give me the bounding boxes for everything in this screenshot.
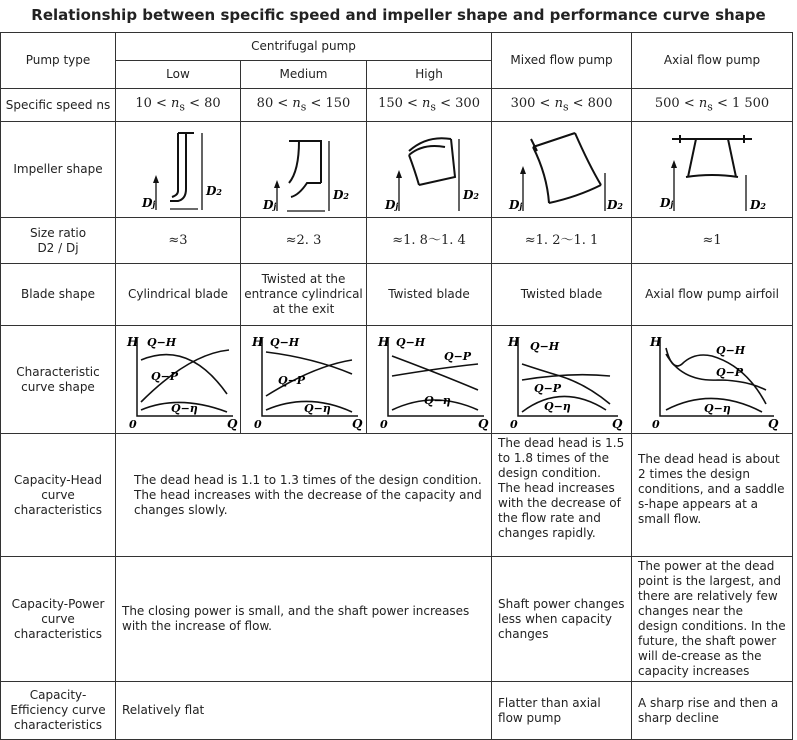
impeller-high-drawing bbox=[379, 125, 479, 215]
impeller-axial-drawing bbox=[652, 125, 772, 215]
curve-medium bbox=[241, 326, 367, 434]
impeller-axial bbox=[632, 122, 793, 218]
capacity-efficiency-axial: A sharp rise and then a sharp decline bbox=[632, 682, 793, 740]
curve-mixed bbox=[492, 326, 632, 434]
impeller-medium-drawing bbox=[259, 125, 349, 215]
qh-label: Q−H bbox=[529, 339, 559, 353]
row-label: Capacity-Efficiency curve characteristics bbox=[1, 682, 116, 740]
origin-label: 0 bbox=[652, 417, 660, 431]
curve-axial-plot bbox=[642, 330, 782, 430]
header-medium: Medium bbox=[241, 61, 367, 89]
ns-cell: $300 < n_s < 800$ bbox=[492, 89, 632, 122]
curve-axial bbox=[632, 326, 793, 434]
impeller-high bbox=[367, 122, 492, 218]
qe-label: Q−η bbox=[704, 401, 731, 415]
header-pump-type: Pump type bbox=[1, 33, 116, 89]
qe-label: Q−η bbox=[543, 399, 571, 413]
row-capacity-power bbox=[1, 557, 793, 682]
qh-label: Q−H bbox=[270, 335, 300, 349]
qp-label: Q−P bbox=[533, 381, 561, 395]
q-axis-label: Q bbox=[227, 416, 238, 431]
capacity-efficiency-mixed: Flatter than axial flow pump bbox=[492, 682, 632, 740]
ns-cell: $80 < n_s < 150$ bbox=[241, 89, 367, 122]
row-label: Impeller shape bbox=[1, 122, 116, 218]
qh-label: Q−H bbox=[716, 343, 746, 357]
ns-cell: $500 < n_s < 1$ 500 bbox=[632, 89, 793, 122]
q-axis-label: Q bbox=[352, 416, 363, 431]
dj-label: Dj bbox=[142, 195, 156, 210]
capacity-head-centrifugal: The dead head is 1.1 to 1.3 times of the design condition. The head increases with the decrease of the capacity and changes slowly. bbox=[116, 434, 492, 557]
capacity-power-axial: The power at the dead point is the largest, and there are relatively few changes near the design conditions. In the future, the shaft power will de-crease as the capacity increases bbox=[632, 557, 793, 682]
d2-label: D2 bbox=[332, 187, 349, 202]
ratio-cell: ≈1. 2～1. 1 bbox=[492, 218, 632, 264]
qp-label: Q−P bbox=[716, 365, 744, 379]
dj-label: Dj bbox=[385, 197, 399, 212]
h-axis-label: H bbox=[378, 334, 390, 349]
d2-label: D2 bbox=[606, 197, 623, 212]
row-capacity-head bbox=[1, 434, 793, 557]
row-specific-speed bbox=[1, 89, 793, 122]
ns-cell: $150 < n_s < 300$ bbox=[367, 89, 492, 122]
origin-label: 0 bbox=[254, 417, 262, 431]
h-axis-label: H bbox=[507, 334, 519, 349]
row-label: Capacity-Power curve characteristics bbox=[1, 557, 116, 682]
page-title: Relationship between specific speed and impeller shape and performance curve shape bbox=[31, 6, 766, 24]
impeller-medium bbox=[241, 122, 367, 218]
capacity-power-mixed: Shaft power changes less when capacity changes bbox=[492, 557, 632, 682]
header-centrifugal: Centrifugal pump bbox=[116, 33, 492, 61]
impeller-mixed bbox=[492, 122, 632, 218]
qe-label: Q−η bbox=[171, 401, 198, 415]
h-axis-label: H bbox=[650, 334, 662, 349]
capacity-head-axial: The dead head is about 2 times the design conditions, and a saddle s-hape appears at a small flow. bbox=[632, 434, 793, 557]
curve-high-plot bbox=[370, 330, 490, 430]
qp-label: Q−P bbox=[151, 369, 179, 383]
blade-cell: Twisted blade bbox=[492, 264, 632, 326]
header-high: High bbox=[367, 61, 492, 89]
header-low: Low bbox=[116, 61, 241, 89]
qe-label: Q−η bbox=[424, 393, 451, 407]
d2-label: D2 bbox=[463, 187, 479, 202]
h-axis-label: H bbox=[252, 334, 264, 349]
blade-cell: Axial flow pump airfoil bbox=[632, 264, 793, 326]
qh-label: Q−H bbox=[396, 335, 426, 349]
d2-label: D2 bbox=[750, 197, 767, 212]
ratio-cell: ≈3 bbox=[116, 218, 241, 264]
row-blade-shape bbox=[1, 264, 793, 326]
h-axis-label: H bbox=[127, 334, 139, 349]
qp-label: Q−P bbox=[444, 349, 472, 363]
impeller-low bbox=[116, 122, 241, 218]
origin-label: 0 bbox=[509, 417, 518, 431]
ratio-cell: ≈1. 8～1. 4 bbox=[367, 218, 492, 264]
ratio-cell: ≈2. 3 bbox=[241, 218, 367, 264]
dj-label: Dj bbox=[660, 195, 674, 210]
header-row-1 bbox=[1, 33, 793, 61]
curve-high bbox=[367, 326, 492, 434]
curve-low bbox=[116, 326, 241, 434]
impeller-low-drawing bbox=[138, 125, 222, 215]
qp-label: Q−P bbox=[278, 373, 306, 387]
curve-medium-plot bbox=[244, 330, 364, 430]
blade-cell: Twisted at the entrance cylindrical at the exit bbox=[241, 264, 367, 326]
row-label: Specific speed ns bbox=[1, 89, 116, 122]
q-axis-label: Q bbox=[611, 416, 622, 431]
curve-mixed-plot bbox=[500, 330, 624, 430]
qh-label: Q−H bbox=[147, 335, 177, 349]
impeller-mixed-drawing bbox=[507, 125, 623, 215]
capacity-power-centrifugal: The closing power is small, and the shaft power increases with the increase of flow. bbox=[116, 557, 492, 682]
dj-label: Dj bbox=[508, 197, 522, 212]
comparison-table bbox=[0, 32, 793, 740]
row-size-ratio bbox=[1, 218, 793, 264]
row-capacity-efficiency bbox=[1, 682, 793, 740]
row-label: Size ratio D2 / Dj bbox=[1, 218, 116, 264]
origin-label: 0 bbox=[380, 417, 388, 431]
ratio-cell: ≈1 bbox=[632, 218, 793, 264]
capacity-head-mixed: The dead head is 1.5 to 1.8 times of the design condition. The head increases with the decrease of the flow rate and changes rapidly. bbox=[492, 434, 632, 557]
curve-low-plot bbox=[119, 330, 239, 430]
row-label: Capacity-Head curve characteristics bbox=[1, 434, 116, 557]
origin-label: 0 bbox=[129, 417, 137, 431]
header-mixed: Mixed flow pump bbox=[492, 33, 632, 89]
q-axis-label: Q bbox=[768, 416, 779, 431]
capacity-efficiency-centrifugal: Relatively flat bbox=[116, 682, 492, 740]
d2-label: D2 bbox=[206, 183, 222, 198]
q-axis-label: Q bbox=[478, 416, 489, 431]
ns-cell: $10 < n_s < 80$ bbox=[116, 89, 241, 122]
row-label: Characteristic curve shape bbox=[1, 326, 116, 434]
blade-cell: Cylindrical blade bbox=[116, 264, 241, 326]
row-label: Blade shape bbox=[1, 264, 116, 326]
header-axial: Axial flow pump bbox=[632, 33, 793, 89]
blade-cell: Twisted blade bbox=[367, 264, 492, 326]
qe-label: Q−η bbox=[304, 401, 331, 415]
dj-label: Dj bbox=[262, 197, 276, 212]
row-characteristic bbox=[1, 326, 793, 434]
row-impeller-shape bbox=[1, 122, 793, 218]
